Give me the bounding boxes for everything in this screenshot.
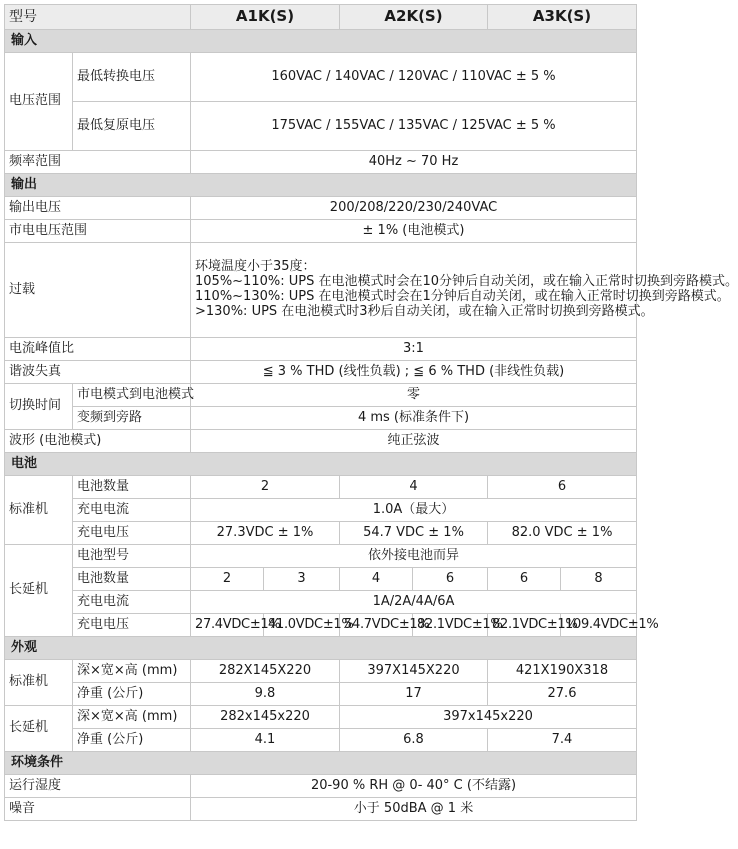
long-battery-count: 6	[488, 568, 561, 591]
charge-voltage-label: 充电电压	[73, 522, 191, 545]
section-output	[5, 174, 637, 197]
section-physical	[5, 637, 637, 660]
dimension-label: 深×宽×高 (mm)	[73, 660, 191, 683]
row-std-battery-count	[5, 476, 637, 499]
overload-line: >130%: UPS 在电池模式时3秒后自动关闭，或在输入正常时切换到旁路模式。	[195, 303, 654, 319]
long-dimension: 282x145x220	[191, 706, 340, 729]
std-weight: 17	[340, 683, 488, 706]
std-weight: 27.6	[488, 683, 637, 706]
overload-line: 110%~130%: UPS 在电池模式时会在1分钟后自动关闭，或在输入正常时切换到旁路模式。	[195, 289, 730, 304]
section-title: 环境条件	[5, 752, 637, 775]
long-charge-voltage: 27.4VDC±1%	[191, 614, 264, 637]
min-restore-label: 最低复原电压	[73, 102, 191, 151]
humidity-label: 运行湿度	[5, 775, 191, 798]
row-frequency	[5, 151, 637, 174]
weight-label: 净重 (公斤)	[73, 729, 191, 752]
freq-label: 频率范围	[5, 151, 191, 174]
std-battery-count: 2	[191, 476, 340, 499]
waveform-value: 纯正弦波	[191, 430, 637, 453]
long-charge-voltage: 54.7VDC±1%	[340, 614, 413, 637]
output-voltage-label: 输出电压	[5, 197, 191, 220]
row-transfer-ac-batt	[5, 384, 637, 407]
long-charge-current: 1A/2A/4A/6A	[191, 591, 637, 614]
row-std-weight	[5, 683, 637, 706]
transfer-ac-batt-value: 零	[191, 384, 637, 407]
long-battery-count: 3	[264, 568, 340, 591]
row-min-restore	[5, 102, 637, 151]
physical-long-label: 长延机	[5, 706, 73, 752]
section-battery	[5, 453, 637, 476]
overload-line: 105%~110%: UPS 在电池模式时会在10分钟后自动关闭，或在输入正常时切换到旁路模式。	[195, 274, 738, 290]
model-a3k: A3K(S)	[488, 5, 637, 30]
crest-value: 3:1	[191, 338, 637, 361]
overload-label: 过载	[5, 243, 191, 338]
section-title: 外观	[5, 637, 637, 660]
weight-label: 净重 (公斤)	[73, 683, 191, 706]
min-restore-value: 175VAC / 155VAC / 135VAC / 125VAC ± 5 %	[191, 102, 637, 151]
std-charge-current: 1.0A（最大）	[191, 499, 637, 522]
overload-text	[191, 243, 738, 338]
row-min-transfer	[5, 53, 637, 102]
long-weight: 7.4	[488, 729, 637, 752]
row-humidity	[5, 775, 637, 798]
physical-std-label: 标准机	[5, 660, 73, 706]
charge-current-label: 充电电流	[73, 591, 191, 614]
noise-value: 小于 50dBA @ 1 米	[191, 798, 637, 821]
regulation-label: 市电电压范围	[5, 220, 191, 243]
thd-label: 谐波失真	[5, 361, 191, 384]
row-overload	[5, 243, 637, 338]
model-a1k: A1K(S)	[191, 5, 340, 30]
model-label: 型号	[5, 5, 191, 30]
header-row	[5, 5, 637, 30]
row-std-charge-current	[5, 499, 637, 522]
transfer-bypass-value: 4 ms (标准条件下)	[191, 407, 637, 430]
noise-label: 噪音	[5, 798, 191, 821]
std-charge-voltage: 54.7 VDC ± 1%	[340, 522, 488, 545]
long-battery-count: 4	[340, 568, 413, 591]
row-long-battery-count	[5, 568, 637, 591]
std-dimension: 282X145X220	[191, 660, 340, 683]
long-charge-voltage: 109.4VDC±1%	[561, 614, 637, 637]
battery-std-label: 标准机	[5, 476, 73, 545]
long-weight: 4.1	[191, 729, 340, 752]
min-transfer-label: 最低转换电压	[73, 53, 191, 102]
row-std-dimensions	[5, 660, 637, 683]
row-long-battery-type	[5, 545, 637, 568]
output-voltage-value: 200/208/220/230/240VAC	[191, 197, 637, 220]
row-thd	[5, 361, 637, 384]
transfer-ac-batt-label: 市电模式到电池模式	[73, 384, 191, 407]
row-std-charge-voltage	[5, 522, 637, 545]
battery-count-label: 电池数量	[73, 568, 191, 591]
charge-voltage-label: 充电电压	[73, 614, 191, 637]
std-battery-count: 4	[340, 476, 488, 499]
min-transfer-value: 160VAC / 140VAC / 120VAC / 110VAC ± 5 %	[191, 53, 637, 102]
battery-count-label: 电池数量	[73, 476, 191, 499]
overload-line: 环境温度小于35度：	[195, 259, 316, 275]
long-battery-count: 2	[191, 568, 264, 591]
waveform-label: 波形 (电池模式)	[5, 430, 191, 453]
freq-value: 40Hz ~ 70 Hz	[191, 151, 637, 174]
regulation-value: ± 1% (电池模式)	[191, 220, 637, 243]
row-long-charge-voltage	[5, 614, 637, 637]
voltage-range-label: 电压范围	[5, 53, 73, 151]
long-battery-count: 8	[561, 568, 637, 591]
section-title: 输入	[5, 30, 637, 53]
battery-type-label: 电池型号	[73, 545, 191, 568]
model-a2k: A2K(S)	[340, 5, 488, 30]
std-weight: 9.8	[191, 683, 340, 706]
long-battery-type: 依外接电池而异	[191, 545, 637, 568]
battery-long-label: 长延机	[5, 545, 73, 637]
row-transfer-bypass	[5, 407, 637, 430]
section-title: 电池	[5, 453, 637, 476]
std-charge-voltage: 82.0 VDC ± 1%	[488, 522, 637, 545]
std-dimension: 421X190X318	[488, 660, 637, 683]
long-weight: 6.8	[340, 729, 488, 752]
long-battery-count: 6	[413, 568, 488, 591]
row-crest	[5, 338, 637, 361]
transfer-label: 切换时间	[5, 384, 73, 430]
section-environment	[5, 752, 637, 775]
row-long-charge-current	[5, 591, 637, 614]
std-dimension: 397X145X220	[340, 660, 488, 683]
row-long-weight	[5, 729, 637, 752]
row-long-dimensions	[5, 706, 637, 729]
dimension-label: 深×宽×高 (mm)	[73, 706, 191, 729]
row-output-voltage	[5, 197, 637, 220]
long-dimension: 397x145x220	[340, 706, 637, 729]
row-noise	[5, 798, 637, 821]
long-charge-voltage: 82.1VDC±1%	[413, 614, 488, 637]
row-waveform	[5, 430, 637, 453]
std-charge-voltage: 27.3VDC ± 1%	[191, 522, 340, 545]
transfer-bypass-label: 变频到旁路	[73, 407, 191, 430]
crest-label: 电流峰值比	[5, 338, 191, 361]
row-regulation	[5, 220, 637, 243]
section-title: 输出	[5, 174, 637, 197]
thd-value: ≦ 3 % THD (线性负载) ; ≦ 6 % THD (非线性负载)	[191, 361, 637, 384]
charge-current-label: 充电电流	[73, 499, 191, 522]
std-battery-count: 6	[488, 476, 637, 499]
section-input	[5, 30, 637, 53]
humidity-value: 20-90 % RH @ 0- 40° C (不结露)	[191, 775, 637, 798]
spec-table	[4, 4, 738, 821]
long-charge-voltage: 41.0VDC±1%	[264, 614, 340, 637]
long-charge-voltage: 82.1VDC±1%	[488, 614, 561, 637]
